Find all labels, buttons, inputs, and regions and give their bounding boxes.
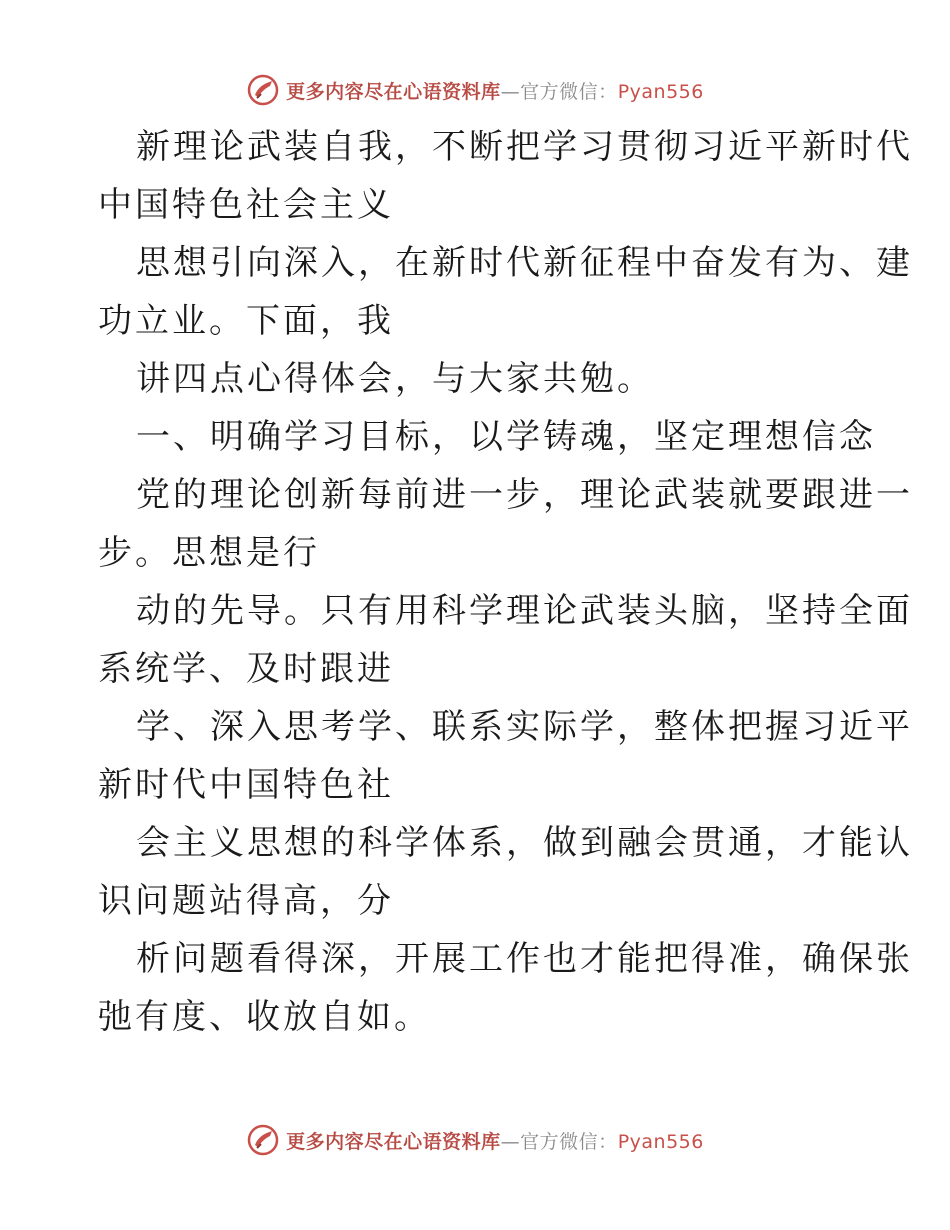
watermark-dash: — — [500, 80, 521, 103]
brand-logo-icon — [246, 1123, 280, 1157]
watermark-brand: 更多内容尽在心语资料库 — [286, 1130, 501, 1153]
watermark-brand: 更多内容尽在心语资料库 — [286, 80, 501, 103]
text-line: 学、深入思考学、联系实际学，整体把握习近平 — [136, 707, 913, 747]
watermark-text — [286, 1127, 704, 1154]
watermark-wechat: Pyan556 — [617, 80, 704, 103]
text-line: 中国特色社会主义 — [98, 185, 394, 225]
text-line: 会主义思想的科学体系，做到融会贯通，才能认 — [136, 823, 913, 863]
text-line: 新时代中国特色社 — [98, 765, 394, 805]
text-line: 系统学、及时跟进 — [98, 649, 394, 689]
text-line: 讲四点心得体会，与大家共勉。 — [136, 359, 654, 399]
section-heading: 一、明确学习目标，以学铸魂，坚定理想信念 — [136, 417, 876, 457]
watermark-wechat: Pyan556 — [617, 1130, 704, 1153]
text-line: 步。思想是行 — [98, 533, 320, 573]
text-line: 动的先导。只有用科学理论武装头脑，坚持全面 — [136, 591, 913, 631]
footer-watermark — [0, 1120, 950, 1160]
watermark-official: 官方微信： — [520, 1130, 618, 1153]
document-body — [98, 118, 913, 1046]
text-line: 析问题看得深，开展工作也才能把得准，确保张 — [136, 939, 913, 979]
header-watermark — [0, 70, 950, 110]
brand-logo-icon — [246, 73, 280, 107]
text-line: 党的理论创新每前进一步，理论武装就要跟进一 — [136, 475, 913, 515]
text-line: 识问题站得高，分 — [98, 881, 394, 921]
text-line: 思想引向深入，在新时代新征程中奋发有为、建 — [136, 243, 913, 283]
watermark-text — [286, 77, 704, 104]
text-line: 弛有度、收放自如。 — [98, 997, 431, 1037]
text-line: 新理论武装自我，不断把学习贯彻习近平新时代 — [136, 127, 913, 167]
watermark-dash: — — [500, 1130, 521, 1153]
watermark-official: 官方微信： — [520, 80, 618, 103]
text-line: 功立业。下面，我 — [98, 301, 394, 341]
